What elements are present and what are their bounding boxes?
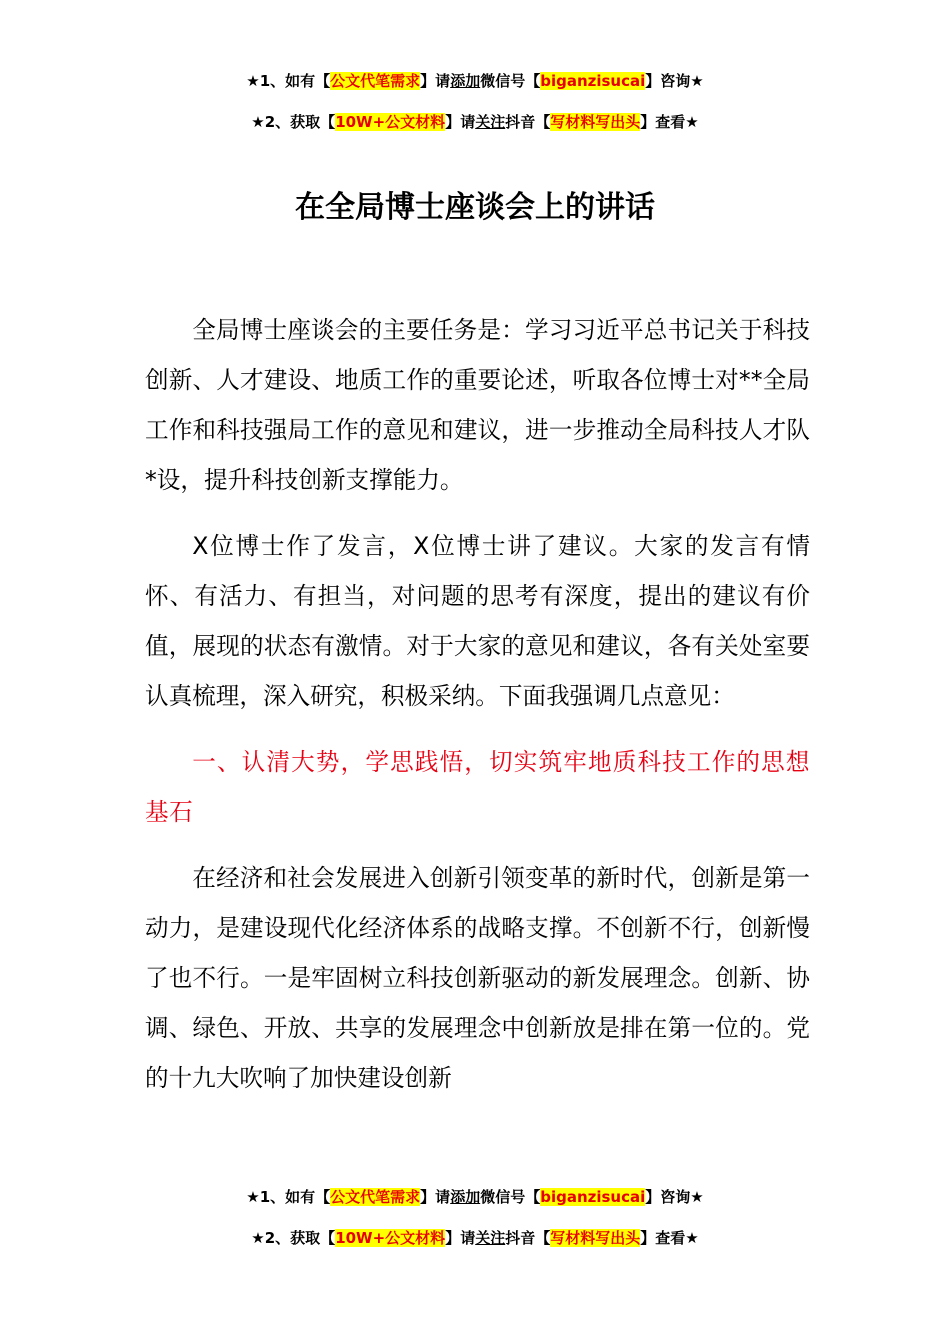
promo-suffix: 】查看★ [640,113,699,131]
body-paragraph: 在经济和社会发展进入创新引领变革的新时代，创新是第一动力，是建设现代化经济体系的战略支撑。不创新不行，创新慢了也不行。一是牢固树立科技创新驱动的新发展理念。创新、协调、绿色、开放、共享的发展理念中创新放是排在第一位的。党的十九大吹响了加快建设创新 [145,864,810,1092]
promo-prefix: ★2、获取【 [251,113,336,131]
promo-text: 】请 [420,1188,451,1206]
promo-douyin-id: 写材料写出头 [550,113,641,131]
promo-text: 抖音【 [505,1229,551,1247]
promo-highlight: 10W+公文材料 [335,113,446,131]
promo-emphasis: 关注 [475,113,506,131]
promo-highlight: 10W+公文材料 [335,1229,446,1247]
promo-suffix: 】查看★ [640,1229,699,1247]
promo-text: 】请 [445,1229,476,1247]
section-heading: 一、认清大势，学思践悟，切实筑牢地质科技工作的思想基石 [145,748,810,826]
promo-line-1-bottom [0,1186,950,1208]
promo-emphasis: 添加 [450,1188,481,1206]
body-paragraph: X位博士作了发言，X位博士讲了建议。大家的发言有情怀、有活力、有担当，对问题的思考有深度，提出的建议有价值，展现的状态有激情。对于大家的意见和建议，各有关处室要认真梳理，深入研究，积极采纳。下面我强调几点意见： [145,532,810,710]
promo-wechat-id: biganzisucai [540,1188,646,1206]
promo-emphasis: 关注 [475,1229,506,1247]
body-paragraph: 全局博士座谈会的主要任务是：学习习近平总书记关于科技创新、人才建设、地质工作的重要论述，听取各位博士对**全局工作和科技强局工作的意见和建议，进一步推动全局科技人才队*设，提升科技创新支撑能力。 [145,316,810,494]
promo-text: 微信号【 [480,1188,541,1206]
document-title: 在全局博士座谈会上的讲话 [295,190,655,225]
promo-highlight: 公文代笔需求 [330,72,421,90]
promo-text: 】请 [420,72,451,90]
promo-line-2-top [0,111,950,133]
promo-suffix: 】咨询★ [645,72,704,90]
promo-text: 抖音【 [505,113,551,131]
promo-text: 微信号【 [480,72,541,90]
promo-suffix: 】咨询★ [645,1188,704,1206]
promo-prefix: ★1、如有【 [246,72,331,90]
promo-line-1-top [0,70,950,92]
promo-line-2-bottom [0,1227,950,1249]
promo-text: 】请 [445,113,476,131]
promo-prefix: ★1、如有【 [246,1188,331,1206]
promo-douyin-id: 写材料写出头 [550,1229,641,1247]
promo-highlight: 公文代笔需求 [330,1188,421,1206]
promo-prefix: ★2、获取【 [251,1229,336,1247]
promo-wechat-id: biganzisucai [540,72,646,90]
promo-emphasis: 添加 [450,72,481,90]
document-body [145,305,810,1119]
